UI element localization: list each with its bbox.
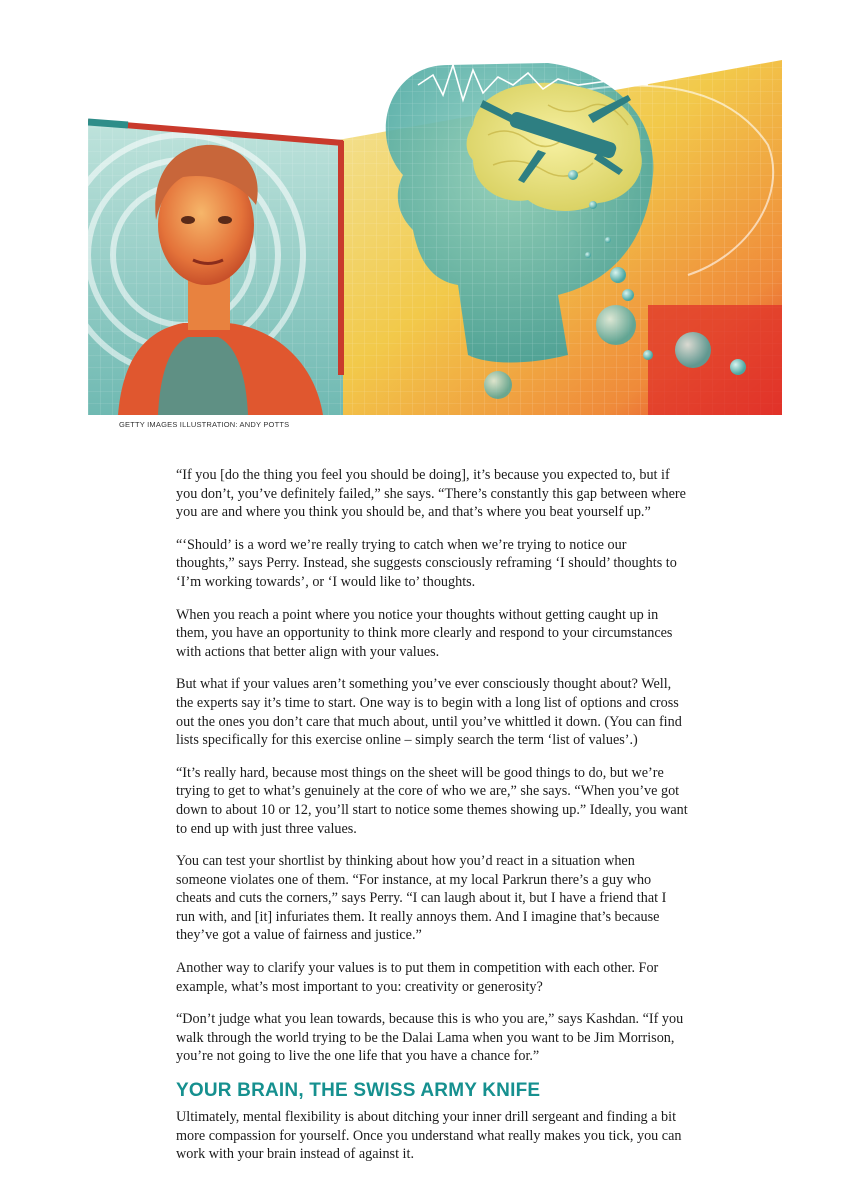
brain-illustration [88,55,782,415]
article-paragraph: Another way to clarify your values is to put them in competition with each other. For example, what’s most important to you: creativity or generosity? [176,960,659,995]
article-paragraph-final: Ultimately, mental flexibility is about ditching your inner drill sergeant and finding a bit more compassion for yourself. Once you understand what really makes you tick, you can work with your brain instead of against it. [176,1109,682,1163]
article-paragraph: “Don’t judge what you lean towards, because this is who you are,” says Kashdan. “If you walk through the world trying to be the Dalai Lama when you want to be Jim Morrison, you’re not going to live the one life that you have a chance for.” [176,1011,684,1065]
section-heading: YOUR BRAIN, THE SWISS ARMY KNIFE [176,1080,541,1102]
article-paragraph: “If you [do the thing you feel you should be doing], it’s because you expected to, but if you don’t, you’ve definitely failed,” she says. “There’s constantly this gap between where you are and where you think you should be, and that’s where you beat yourself up.” [176,467,686,521]
article-paragraph: But what if your values aren’t something you’ve ever consciously thought about? Well, the experts say it’s time to start. One way is to begin with a long list of options and cross out the ones you don’t care that much about, until you’ve whittled it down. (You can find lists specifically for this exercise online – simply search the term ‘list of values’.) [176,676,682,749]
article-paragraph: When you reach a point where you notice your thoughts without getting caught up in them, you have an opportunity to think more clearly and respond to your circumstances with actions that better align with your values. [176,606,673,660]
article-body [176,466,688,1178]
article-paragraph: “It’s really hard, because most things on the sheet will be good things to do, but we’re trying to get to what’s genuinely at the core of who we are,” she says. “When you’ve got down to about 10 or 12, you’ll start to notice some themes showing up.” Ideally, you want to end up with just three values. [176,764,688,837]
image-credit: GETTY IMAGES ILLUSTRATION: ANDY POTTS [119,420,290,429]
article-paragraph: You can test your shortlist by thinking about how you’d react in a situation when someone violates one of them. “For instance, at my local Parkrun there’s a guy who cheats and cuts the corners,” says Perry. “I can laugh about it, but I have a friend that I run with, and [it] infuriates them. It really annoys them. And I imagine that’s because they’ve got a value of fairness and justice.” [176,853,667,944]
article-paragraph: “‘Should’ is a word we’re really trying to catch when we’re trying to notice our thoughts,” says Perry. Instead, she suggests consciously reframing ‘I should’ thoughts to ‘I’m working towards’, or ‘I would like to’ thoughts. [176,536,677,590]
